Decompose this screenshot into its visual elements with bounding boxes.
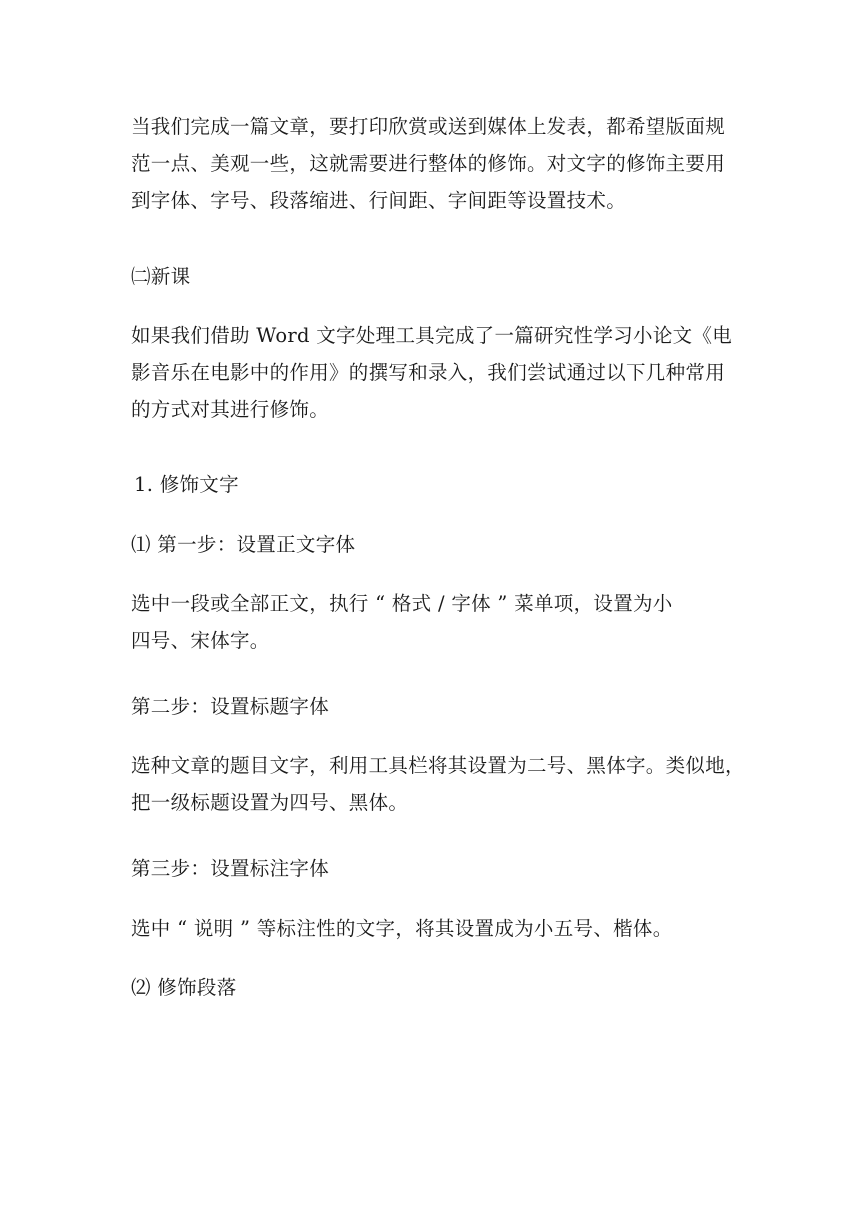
text-line: 的方式对其进行修饰。 <box>131 398 330 421</box>
text-line: 到字体、字号、段落缩进、行间距、字间距等设置技术。 <box>131 189 627 212</box>
heading-modify-paragraph: ⑵ 修饰段落 <box>131 976 237 999</box>
heading-modify-text: 1. 修饰文字 <box>134 473 239 496</box>
text-line: 选中 “ 说明 ” 等标注性的文字，将其设置成为小五号、楷体。 <box>131 917 673 940</box>
step-1-description <box>131 585 673 659</box>
text-line: 如果我们借助 Word 文字处理工具完成了一篇研究性学习小论文《电 <box>131 324 733 347</box>
text-line: 四号、宋体字。 <box>131 629 270 652</box>
step-3-description <box>131 910 673 947</box>
step-1-heading: ⑴ 第一步：设置正文字体 <box>131 533 356 556</box>
text-line: 把一级标题设置为四号、黑体。 <box>131 791 409 814</box>
text-line: 选中一段或全部正文，执行 “ 格式 / 字体 ” 菜单项，设置为小 <box>131 592 673 615</box>
section-heading-new-lesson: ㈡新课 <box>131 265 191 288</box>
text-line: 选种文章的题目文字，利用工具栏将其设置为二号、黑体字。类似地， <box>131 754 745 777</box>
text-line: 影音乐在电影中的作用》的撰写和录入，我们尝试通过以下几种常用 <box>131 361 726 384</box>
step-2-heading: 第二步：设置标题字体 <box>131 695 330 718</box>
step-3-heading: 第三步：设置标注字体 <box>131 857 330 880</box>
step-2-description <box>131 747 745 821</box>
text-line: 范一点、美观一些，这就需要进行整体的修饰。对文字的修饰主要用 <box>131 152 726 175</box>
intro-paragraph <box>131 108 725 219</box>
lesson-intro-paragraph <box>131 317 732 428</box>
text-line: 当我们完成一篇文章，要打印欣赏或送到媒体上发表，都希望版面规 <box>131 115 726 138</box>
